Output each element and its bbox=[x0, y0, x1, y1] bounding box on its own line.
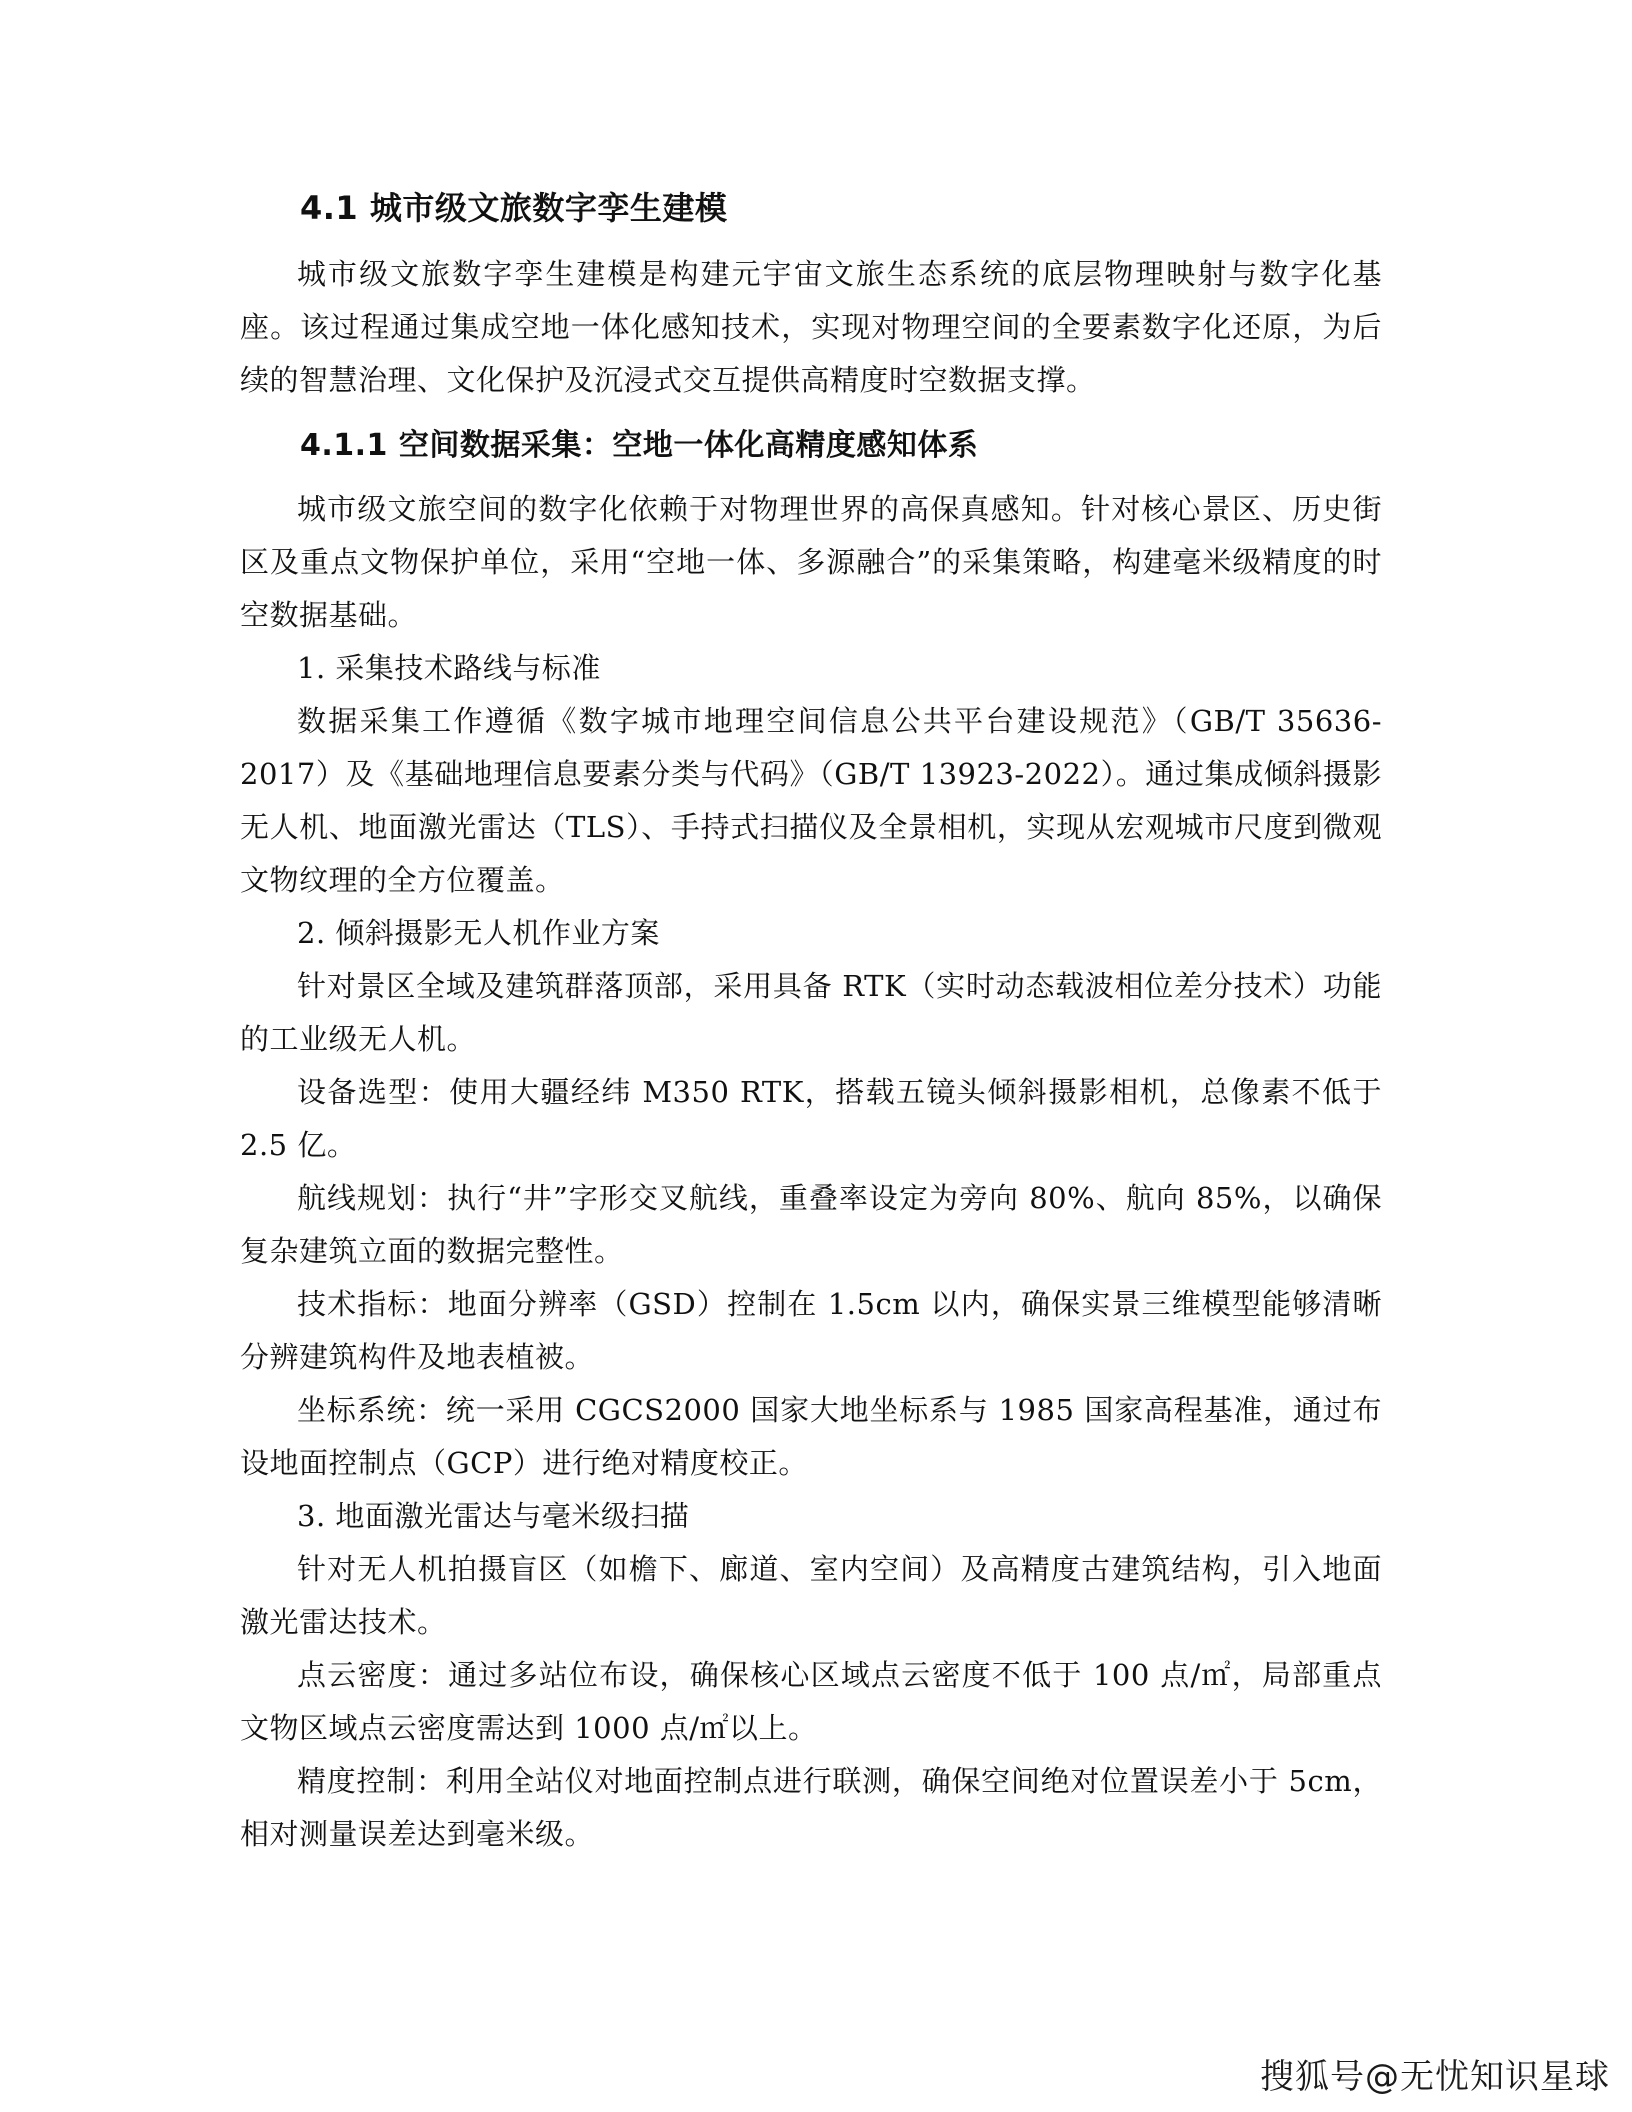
item-paragraph: 设备选型：使用大疆经纬 M350 RTK，搭载五镜头倾斜摄影相机，总像素不低于 2.5 亿。 bbox=[240, 1075, 1382, 1162]
item-3 bbox=[240, 1490, 1382, 1861]
watermark: 搜狐号@无忧知识星球 bbox=[1260, 2057, 1610, 2097]
item-heading: 2. 倾斜摄影无人机作业方案 bbox=[297, 916, 660, 950]
item-paragraph: 针对景区全域及建筑群落顶部，采用具备 RTK（实时动态载波相位差分技术）功能的工业级无人机。 bbox=[240, 969, 1382, 1056]
item-paragraph: 针对无人机拍摄盲区（如檐下、廊道、室内空间）及高精度古建筑结构，引入地面激光雷达技术。 bbox=[240, 1552, 1382, 1639]
item-paragraph: 技术指标：地面分辨率（GSD）控制在 1.5cm 以内，确保实景三维模型能够清晰分辨建筑构件及地表植被。 bbox=[240, 1287, 1382, 1374]
subsection-intro-paragraph: 城市级文旅空间的数字化依赖于对物理世界的高保真感知。针对核心景区、历史街区及重点文物保护单位，采用“空地一体、多源融合”的采集策略，构建毫米级精度的时空数据基础。 bbox=[240, 492, 1382, 632]
section-intro-paragraph: 城市级文旅数字孪生建模是构建元宇宙文旅生态系统的底层物理映射与数字化基座。该过程通过集成空地一体化感知技术，实现对物理空间的全要素数字化还原，为后续的智慧治理、文化保护及沉浸式交互提供高精度时空数据支撑。 bbox=[240, 257, 1382, 397]
item-paragraph: 点云密度：通过多站位布设，确保核心区域点云密度不低于 100 点/㎡，局部重点文物区域点云密度需达到 1000 点/㎡以上。 bbox=[240, 1658, 1382, 1745]
item-paragraph: 数据采集工作遵循《数字城市地理空间信息公共平台建设规范》（GB/T 35636-2017）及《基础地理信息要素分类与代码》（GB/T 13923-2022）。通过集成倾斜摄影无人机、地面激光雷达（TLS）、手持式扫描仪及全景相机，实现从宏观城市尺度到微观文物纹理的全方位覆盖。 bbox=[240, 704, 1382, 897]
section-title: 4.1 城市级文旅数字孪生建模 bbox=[300, 189, 728, 227]
item-2 bbox=[240, 907, 1382, 1490]
page-content bbox=[240, 186, 1382, 1861]
item-paragraph: 航线规划：执行“井”字形交叉航线，重叠率设定为旁向 80%、航向 85%，以确保复杂建筑立面的数据完整性。 bbox=[240, 1181, 1382, 1268]
item-heading: 1. 采集技术路线与标准 bbox=[297, 651, 601, 685]
item-1 bbox=[240, 642, 1382, 907]
item-paragraph: 精度控制：利用全站仪对地面控制点进行联测，确保空间绝对位置误差小于 5cm，相对测量误差达到毫米级。 bbox=[240, 1764, 1382, 1851]
item-heading: 3. 地面激光雷达与毫米级扫描 bbox=[297, 1499, 690, 1533]
subsection-title: 4.1.1 空间数据采集：空地一体化高精度感知体系 bbox=[300, 428, 979, 463]
item-paragraph: 坐标系统：统一采用 CGCS2000 国家大地坐标系与 1985 国家高程基准，通过布设地面控制点（GCP）进行绝对精度校正。 bbox=[240, 1393, 1382, 1480]
